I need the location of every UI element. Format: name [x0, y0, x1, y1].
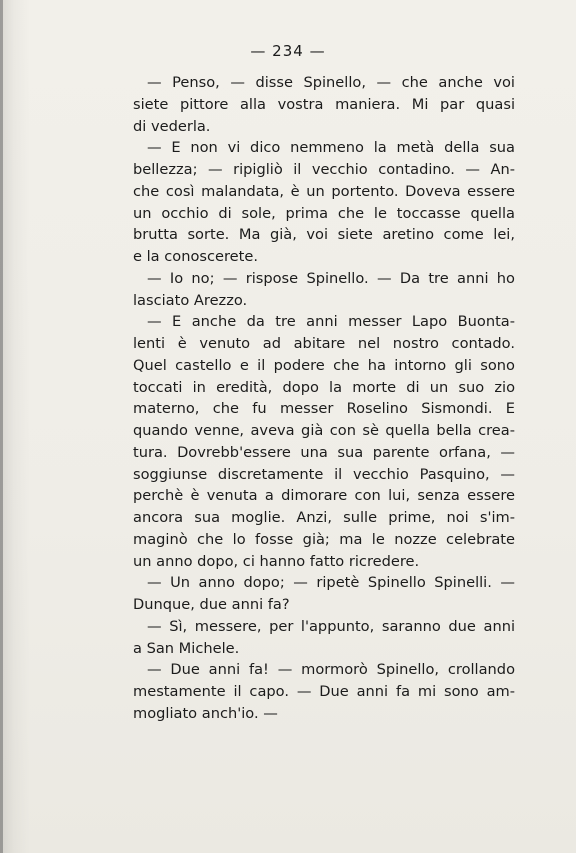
text-line: — Due anni fa! — mormorò Spinello, crollando	[147, 661, 515, 679]
text-line: toccati in eredità, dopo la morte di un suo zio	[133, 378, 515, 396]
text-line: Dunque, due anni fa?	[133, 596, 290, 613]
text-line: un anno dopo, ci hanno fatto ricredere.	[133, 552, 420, 570]
text-line: quando venne, aveva già con sè quella bella crea-	[133, 422, 515, 439]
text-line: maginò che lo fosse già; ma le nozze celebrate	[133, 530, 515, 548]
text-line: soggiunse discretamente il vecchio Pasquino, —	[133, 465, 515, 483]
text-line: un occhio di sole, prima che le toccasse quella	[133, 204, 515, 222]
text-line: — Un anno dopo; — ripetè Spinello Spinelli. —	[147, 574, 515, 592]
text-line: siete pittore alla vostra maniera. Mi par quasi	[133, 95, 515, 113]
page-binding-edge	[0, 0, 3, 853]
text-line: e la conoscerete.	[133, 248, 258, 265]
text-line: ancora sua moglie. Anzi, sulle prime, noi s'im-	[133, 509, 515, 526]
text-line: tura. Dovrebb'essere una sua parente orfana, —	[133, 443, 515, 461]
text-line: — E non vi dico nemmeno la metà della sua	[147, 139, 515, 157]
text-line: di vederla.	[133, 117, 211, 135]
text-line: lasciato Arezzo.	[133, 291, 248, 309]
text-line: mestamente il capo. — Due anni fa mi sono am-	[133, 683, 515, 700]
text-line: mogliato anch'io. —	[133, 704, 278, 722]
text-line: — Sì, messere, per l'appunto, saranno due anni	[147, 617, 515, 635]
text-line: — E anche da tre anni messer Lapo Buonta-	[147, 313, 515, 331]
text-line: perchè è venuta a dimorare con lui, senza essere	[133, 487, 515, 505]
text-line: bellezza; — ripigliò il vecchio contadino. — An-	[133, 161, 515, 178]
text-line: — Penso, — disse Spinello, — che anche voi	[147, 74, 515, 91]
text-line: — Io no; — rispose Spinello. — Da tre anni ho	[147, 269, 515, 287]
text-line: materno, che fu messer Roselino Sismondi. E	[133, 400, 515, 418]
text-line: Quel castello e il podere che ha intorno gli sono	[133, 356, 515, 374]
text-line: lenti è venuto ad abitare nel nostro contado.	[133, 335, 515, 352]
page-number: — 234 —	[250, 42, 326, 60]
text-line: che così malandata, è un portento. Doveva essere	[133, 182, 515, 200]
text-line: brutta sorte. Ma già, voi siete aretino come lei,	[133, 226, 515, 244]
body-text	[133, 72, 515, 725]
text-line: a San Michele.	[133, 639, 240, 657]
